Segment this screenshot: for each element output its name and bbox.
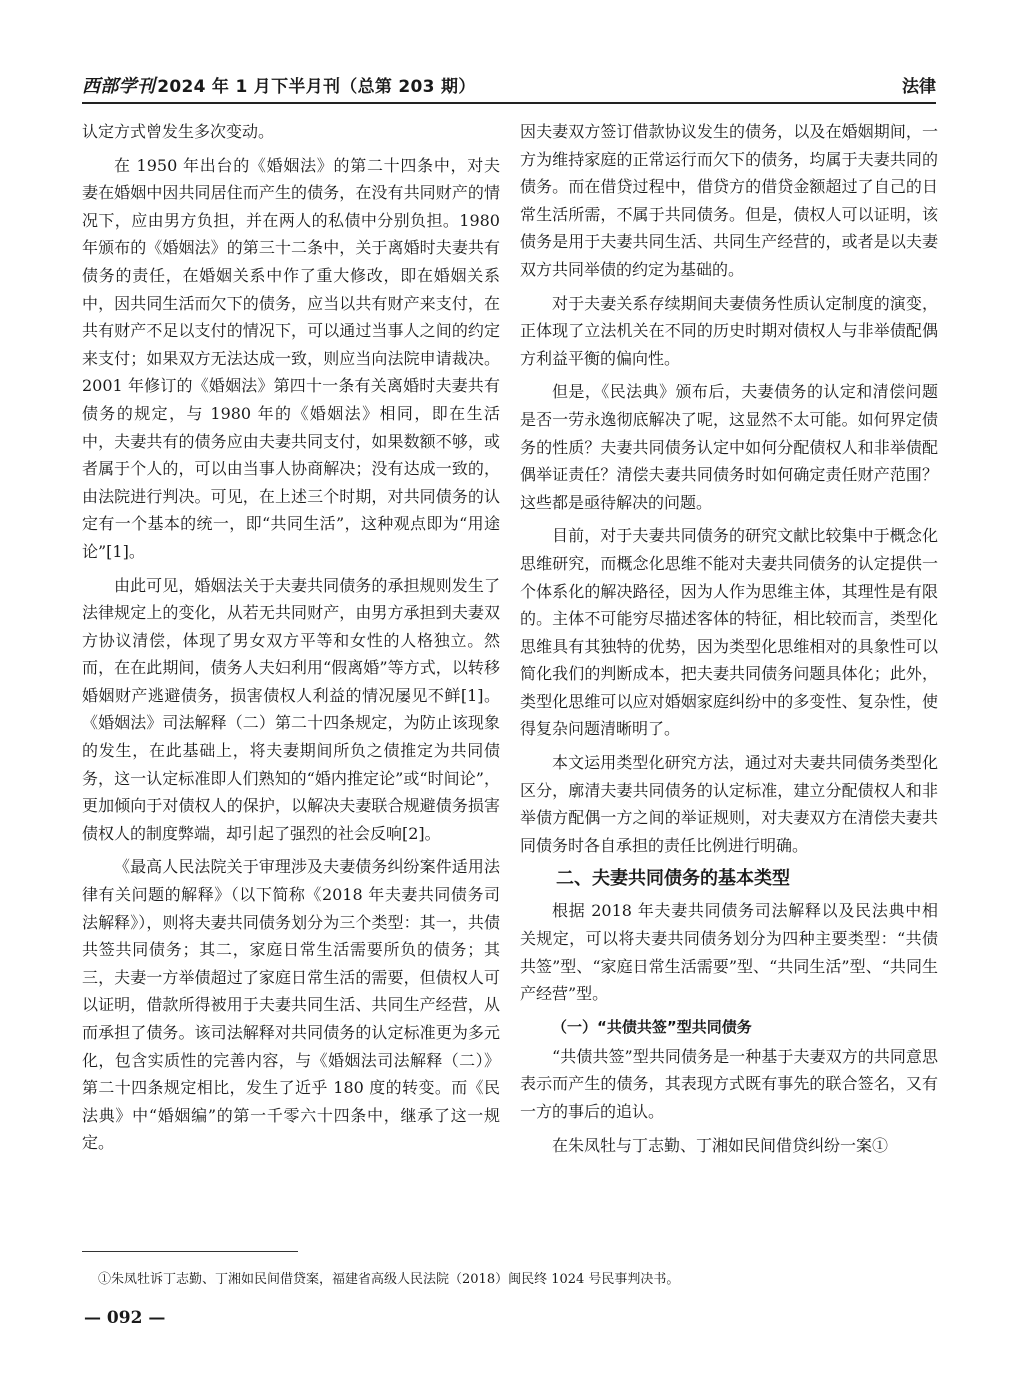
journal-title bbox=[82, 72, 476, 98]
page-number: — 092 — bbox=[84, 1308, 166, 1328]
paragraph: 《最高人民法院关于审理涉及夫妻债务纠纷案件适用法律有关问题的解释》（以下简称《2018 年夫妻共同债务司法解释》），则将夫妻共同债务划分为三个类型：其一，共债共签共同债务；其二，家庭日常生活需要所负的债务；其三，夫妻一方举债超过了家庭日常生活的需要，但债权人可以证明，借款所得被用于夫妻共同生活、共同生产经营，从而承担了债务。该司法解释对共同债务的认定标准更为多元化，包含实质性的完善内容，与《婚姻法司法解释（二）》第二十四条规定相比，发生了近乎 180 度的转变。而《民法典》中“婚姻编”的第一千零六十四条中，继承了这一规定。 bbox=[82, 857, 500, 1153]
paragraph: 但是，《民法典》颁布后，夫妻债务的认定和清偿问题是否一劳永逸彻底解决了呢，这显然不太可能。如何界定债务的性质？夫妻共同债务认定中如何分配债权人和非举债配偶举证责任？清偿夫妻共同债务时如何确定责任财产范围？这些都是亟待解决的问题。 bbox=[520, 382, 938, 512]
paragraph: 由此可见，婚姻法关于夫妻共同债务的承担规则发生了法律规定上的变化，从若无共同财产，由男方承担到夫妻双方协议清偿，体现了男女双方平等和女性的人格独立。然而，在在此期间，债务人夫妇利用“假离婚”等方式，以转移婚姻财产逃避债务，损害债权人利益的情况屡见不鲜[1]。《婚姻法》司法解释（二）第二十四条规定，为防止该现象的发生，在此基础上，将夫妻期间所负之债推定为共同债务，这一认定标准即人们熟知的“婚内推定论”或“时间论”，更加倾向于对债权人的保护，以解决夫妻联合规避债务损害债权人的制度弊端，却引起了强烈的社会反响[2]。 bbox=[82, 575, 500, 843]
paragraph: 目前，对于夫妻共同债务的研究文献比较集中于概念化思维研究，而概念化思维不能对夫妻共同债务的认定提供一个体系化的解决路径，因为人作为思维主体，其理性是有限的。主体不可能穷尽描述客体的特征，相比较而言，类型化思维具有其独特的优势，因为类型化思维相对的具象性可以简化我们的判断成本，把夫妻共同债务问题具体化；此外，类型化思维可以应对婚姻家庭纠纷中的多变性、复杂性，使得复杂问题清晰明了。 bbox=[520, 526, 938, 739]
left-column bbox=[82, 118, 500, 1163]
section-heading: 二、夫妻共同债务的基本类型 bbox=[556, 868, 790, 890]
paragraph: 因夫妻双方签订借款协议发生的债务，以及在婚姻期间，一方为维持家庭的正常运行而欠下的债务，均属于夫妻共同的债务。而在借贷过程中，借贷方的借贷金额超过了自己的日常生活所需，不属于共同债务。但是，债权人可以证明，该债务是用于夫妻共同生活、共同生产经营的，或者是以夫妻双方共同举债的约定为基础的。 bbox=[520, 122, 938, 279]
subsection-heading: （一）“共债共签”型共同债务 bbox=[552, 1017, 752, 1036]
paragraph: 在朱凤牡与丁志勤、丁湘如民间借贷纠纷一案① bbox=[552, 1135, 889, 1155]
paragraph: 根据 2018 年夫妻共同债务司法解释以及民法典中相关规定，可以将夫妻共同债务划分为四种主要类型：“共债共签”型、“家庭日常生活需要”型、“共同生活”型、“共同生产经营”型。 bbox=[520, 901, 938, 1004]
paragraph: 对于夫妻关系存续期间夫妻债务性质认定制度的演变，正体现了立法机关在不同的历史时期对债权人与非举债配偶方利益平衡的偏向性。 bbox=[520, 293, 938, 368]
footnote-rule bbox=[82, 1251, 298, 1252]
footnote: ①朱凤牡诉丁志勤、丁湘如民间借贷案，福建省高级人民法院（2018）闽民终 1024 号民事判决书。 bbox=[98, 1272, 680, 1287]
paragraph: 在 1950 年出台的《婚姻法》的第二十四条中，对夫妻在婚姻中因共同居住而产生的债务，在没有共同财产的情况下，应由男方负担，并在两人的私债中分别负担。1980 年颁布的《婚姻法》的第三十二条中，关于离婚时夫妻共有债务的责任，在婚姻关系中作了重大修改，即在婚姻关系中，因共同生活而欠下的债务，应当以共有财产来支付，在共有财产不足以支付的情况下，可以通过当事人之间的约定来支付；如果双方无法达成一致，则应当向法院申请裁决。2001 年修订的《婚姻法》第四十一条有关离婚时夫妻共有债务的规定，与 1980 年的《婚姻法》相同，即在生活中，夫妻共有的债务应由夫妻共同支付，如果数额不够，或者属于个人的，可以由当事人协商解决；没有达成一致的，由法院进行判决。可见，在上述三个时期，对共同债务的认定有一个基本的统一，即“共同生活”，这种观点即为“用途论”[1]。 bbox=[82, 155, 500, 561]
paragraph: “共债共签”型共同债务是一种基于夫妻双方的共同意思表示而产生的债务，其表现方式既有事先的联合签名，又有一方的事后的追认。 bbox=[520, 1046, 938, 1121]
paragraph: 本文运用类型化研究方法，通过对夫妻共同债务类型化区分，廓清夫妻共同债务的认定标准，建立分配债权人和非举债方配偶一方之间的举证规则，对夫妻双方在清偿夫妻共同债务时各自承担的责任比例进行明确。 bbox=[520, 753, 938, 855]
right-column bbox=[520, 118, 938, 1165]
journal-issue: 2024 年 1 月下半月刊（总第 203 期） bbox=[157, 77, 476, 97]
paragraph: 认定方式曾发生多次变动。 bbox=[82, 122, 275, 141]
journal-logo: 西部学刊 bbox=[82, 76, 156, 97]
running-header bbox=[82, 66, 936, 104]
section-label: 法律 bbox=[902, 77, 936, 97]
